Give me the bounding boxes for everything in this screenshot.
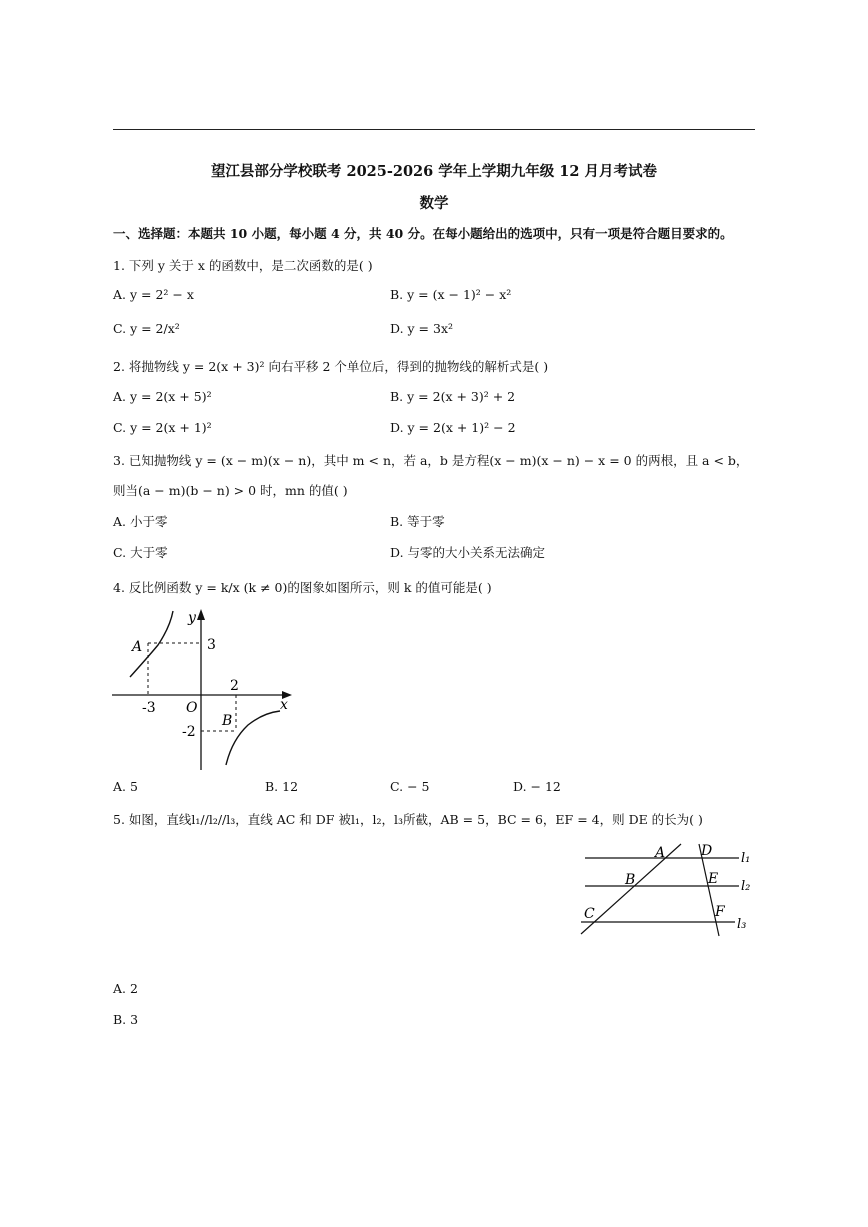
question-3-stem-continued: 则当(a − m)(b − n) > 0 时，mn 的值( ) (113, 483, 348, 498)
question-2-option-b: B. y = 2(x + 3)² + 2 (390, 389, 516, 404)
question-3-stem: 3. 已知抛物线 y = (x − m)(x − n)，其中 m < n，若 a，b 是方程(x − m)(x − n) − x = 0 的两根，且 a < b， (113, 453, 749, 468)
tick-label-2: 2 (230, 678, 239, 694)
question-5-option-b: B. 3 (113, 1012, 139, 1027)
question-4-option-d: D. − 12 (513, 779, 561, 794)
question-5-stem: 5. 如图，直线l₁//l₂//l₃，直线 AC 和 DF 被l₁，l₂，l₃所截，AB = 5，BC = 6，EF = 4，则 DE 的长为( ) (113, 812, 703, 827)
y-axis-arrow-icon (197, 609, 205, 620)
point-e-label: E (708, 871, 719, 887)
line-l3-label: l₃ (737, 917, 747, 932)
exam-title: 望江县部分学校联考 2025-2026 学年上学期九年级 12 月月考试卷 (210, 163, 658, 180)
line-l2-label: l₂ (741, 879, 751, 894)
question-4-option-c: C. − 5 (390, 779, 430, 794)
point-c-label: C (584, 906, 595, 922)
tick-label-3: 3 (207, 637, 216, 653)
point-f-label: F (715, 904, 725, 920)
point-b-label: B (222, 713, 233, 729)
question-1-option-d: D. y = 3x² (390, 321, 454, 336)
tick-label-neg3: -3 (142, 700, 156, 716)
point-d-label: D (701, 843, 713, 859)
question-2-option-d: D. y = 2(x + 1)² − 2 (390, 420, 516, 435)
question-2-option-a: A. y = 2(x + 5)² (113, 389, 212, 404)
tick-label-neg2: -2 (182, 724, 196, 740)
question-4-option-b: B. 12 (265, 779, 299, 794)
point-b-label: B (625, 872, 636, 888)
question-2-option-c: C. y = 2(x + 1)² (113, 420, 212, 435)
question-3-option-c: C. 大于零 (113, 545, 168, 560)
header-rule (113, 129, 755, 130)
question-1-option-c: C. y = 2/x² (113, 321, 180, 336)
question-4-option-a: A. 5 (113, 779, 138, 794)
question-1-option-a: A. y = 2² − x (113, 287, 194, 302)
point-a-label: A (655, 845, 666, 861)
question-3-option-b: B. 等于零 (390, 514, 445, 529)
parallel-lines-figure (575, 838, 760, 940)
line-l1-label: l₁ (741, 851, 751, 866)
question-2-stem: 2. 将抛物线 y = 2(x + 3)² 向右平移 2 个单位后，得到的抛物线的解析式是( ) (113, 359, 549, 374)
question-5-option-a: A. 2 (113, 981, 138, 996)
subject-title: 数学 (419, 195, 449, 212)
hyperbola-branch-lower-right (226, 711, 280, 765)
y-axis-label: y (188, 610, 196, 626)
section-heading: 一、选择题：本题共 10 小题，每小题 4 分，共 40 分。在每小题给出的选项中，只有一项是符合题目要求的。 (113, 226, 733, 241)
question-3-option-d: D. 与零的大小关系无法确定 (390, 545, 546, 560)
hyperbola-figure (108, 605, 308, 775)
origin-label: O (186, 700, 198, 716)
question-4-stem: 4. 反比例函数 y = k/x (k ≠ 0)的图象如图所示，则 k 的值可能是( ) (113, 580, 492, 595)
question-1-stem: 1. 下列 y 关于 x 的函数中，是二次函数的是( ) (113, 258, 373, 273)
question-3-option-a: A. 小于零 (113, 514, 168, 529)
question-1-option-b: B. y = (x − 1)² − x² (390, 287, 512, 302)
x-axis-label: x (280, 697, 288, 713)
point-a-label: A (132, 639, 143, 655)
